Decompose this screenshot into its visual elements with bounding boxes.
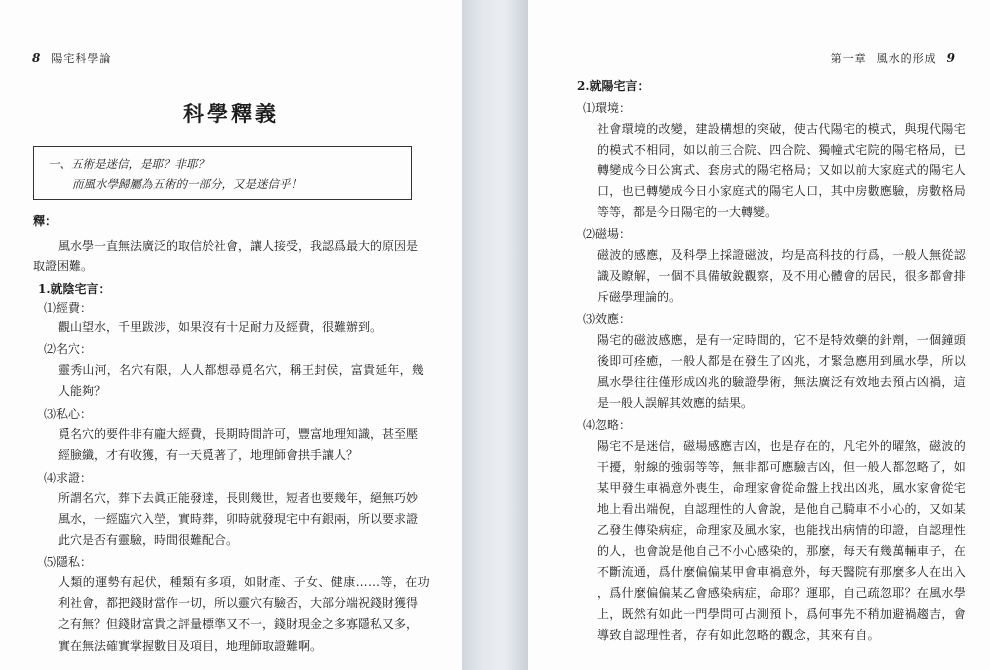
left-page-text-line: 取證困難。	[33, 259, 94, 273]
left-page-text-line: 1.就陰宅言：	[38, 282, 111, 296]
left-page-text-line: 覓名穴的要件非有龐大經費，長期時間許可，豐富地理知識，甚至壓	[58, 427, 419, 441]
right-page-text-line: 2.就陽宅言：	[577, 79, 650, 93]
right-page-text-line: 磁波的感應，及科學上採證磁波，均是高科技的行爲，一般人無從認	[597, 248, 967, 262]
right-page-text-line: 不斷流通，爲什麼偏偏某甲會車禍意外，每天醫院有那麼多人在出入	[597, 565, 967, 579]
left-page-header	[32, 50, 111, 66]
right-page-text-line: 某甲發生車禍意外喪生，命理家會從命盤上找出凶兆，風水家會從宅	[597, 481, 967, 495]
left-page-text-line: 釋：	[33, 214, 58, 228]
right-page	[528, 0, 990, 670]
left-page-text-line: ⑶私心：	[44, 407, 93, 421]
right-page-text-line: 後即可痊癒，一般人都是在發生了凶兆，才緊急應用到風水學，所以	[597, 354, 967, 368]
right-page-text-line: 社會環境的改變，建設構想的突破，使古代陽宅的模式，與現代陽宅	[597, 122, 967, 136]
left-page-text-line: ⑷求證：	[44, 471, 93, 485]
left-page-text-line: ⑴經費：	[44, 301, 93, 315]
right-page-text-line: ⑷忽略：	[583, 418, 632, 432]
left-page-text-line: 此穴是否有靈驗，時間很難配合。	[58, 533, 239, 547]
right-page-text-line: 是一般人誤解其效應的結果。	[597, 396, 754, 410]
right-page-text-line: 的模式不相同，如以前三合院、四合院、獨幢式宅院的陽宅格局，已	[597, 143, 967, 157]
question-box	[33, 146, 412, 200]
right-page-text-line: 等等，都是今日陽宅的一大轉變。	[597, 205, 778, 219]
left-page-running-title: 陽宅科學論	[51, 52, 112, 65]
right-page-text-line: 干擾，射線的強弱等等，無非都可應驗吉凶，但一般人都忽略了，如	[597, 460, 967, 474]
right-page-text-line: 陽宅不是迷信，磁場感應吉凶，也是存在的，凡宅外的曜煞，磁波的	[597, 439, 967, 453]
left-page-text-line: 人類的運勢有起伏，種類有多項，如財產、子女、健康……等，在功	[58, 575, 431, 589]
section-title: 科學釋義	[183, 101, 279, 126]
book-gutter	[462, 0, 528, 670]
right-page-text-line: 陽宅的磁波感應，是有一定時間的，它不是特效藥的針劑，一個鐘頭	[597, 333, 967, 347]
right-page-text-line: ⑶效應：	[583, 312, 632, 326]
left-page-text-line: ⑸隱私：	[44, 555, 93, 569]
left-page-text-line: 觀山望水，千里跋涉，如果沒有十足耐力及經費，很難辦到。	[58, 320, 383, 334]
question-line-2: 而風水學歸屬為五術的一部分，又是迷信乎！	[72, 177, 302, 191]
question-line-1: 一、五術是迷信，是耶？非耶？	[48, 157, 209, 171]
right-page-chapter: 第一章	[830, 52, 867, 65]
right-page-text-line: 地上看出端倪，自認理性的人會說，是他自己騎車不小心的，又如某	[597, 502, 967, 516]
left-page-text-line: 風水，一經臨穴入塋，實時葬，卯時就發現宅中有銀兩，所以要求證	[58, 512, 419, 526]
left-page-text-line: 靈秀山河，名穴有限，人人都想尋覓名穴，稱王封侯，富貴延年，幾	[58, 363, 425, 377]
left-page-text-line: 實在無法確實掌握數目及項目，地理師取證難啊。	[58, 639, 323, 653]
right-page-text-line: 斥磁學理論的。	[597, 290, 682, 304]
right-page-running-title: 風水的形成	[876, 52, 937, 65]
right-page-text-line: 轉變成今日公寓式、套房式的陽宅格局；又如以前大家庭式的陽宅人	[597, 163, 967, 177]
left-page-number: 8	[32, 51, 42, 65]
right-page-text-line: 導致自認理性者，存有如此忽略的觀念，其來有自。	[597, 628, 880, 642]
right-page-text-line: 風水學往往僅形成凶兆的驗證學術，無法廣泛有效地去預占凶禍，這	[597, 375, 967, 389]
right-page-text-line: ，爲什麼偏偏某乙會感染病症，命耶？運耶，自己疏忽耶？在風水學	[597, 586, 967, 600]
right-page-text-line: ⑴環境：	[583, 101, 632, 115]
left-page-text-line: 風水學一直無法廣泛的取信於社會，讓人接受，我認爲最大的原因是	[58, 239, 419, 253]
right-page-header	[831, 50, 956, 66]
left-page-text-line: 之有無？但錢財富貴之評量標準又不一，錢財現金之多寡隱私又多，	[58, 617, 419, 631]
left-page-text-line: 經臉纖，才有收獲，有一天覓著了，地理師會拱手讓人？	[58, 448, 359, 462]
right-page-number: 9	[946, 51, 956, 65]
right-page-text-line: 的人，也會說是他自己不小心感染的，那麼，每天有幾萬輛車子，在	[597, 544, 967, 558]
right-page-text-line: ⑵磁場：	[583, 227, 632, 241]
left-page	[0, 0, 462, 670]
left-page-text-line: 所謂名穴，葬下去眞正能發達，長則幾世，短者也要幾年，絕無巧妙	[58, 491, 419, 505]
right-page-text-line: 識及瞭解，一個不具備敏銳觀察，及不用心體會的居民，很多都會排	[597, 269, 967, 283]
right-page-text-line: 乙發生傳染病症，命理家及風水家，也能找出病情的印證，自認理性	[597, 523, 967, 537]
left-page-text-line: 人能夠？	[58, 384, 107, 398]
right-page-text-line: 口，也已轉變成今日小家庭式的陽宅人口，其中房數應驗，房數格局	[597, 184, 967, 198]
right-page-text-line: 上，既然有如此一門學問可占測預卜，爲何事先不稍加避禍趨吉，會	[597, 607, 967, 621]
left-page-text-line: ⑵名穴：	[44, 342, 93, 356]
left-page-text-line: 利社會，都把錢財當作一切，所以靈穴有驗否，大部分端祝錢財獲得	[58, 596, 419, 610]
